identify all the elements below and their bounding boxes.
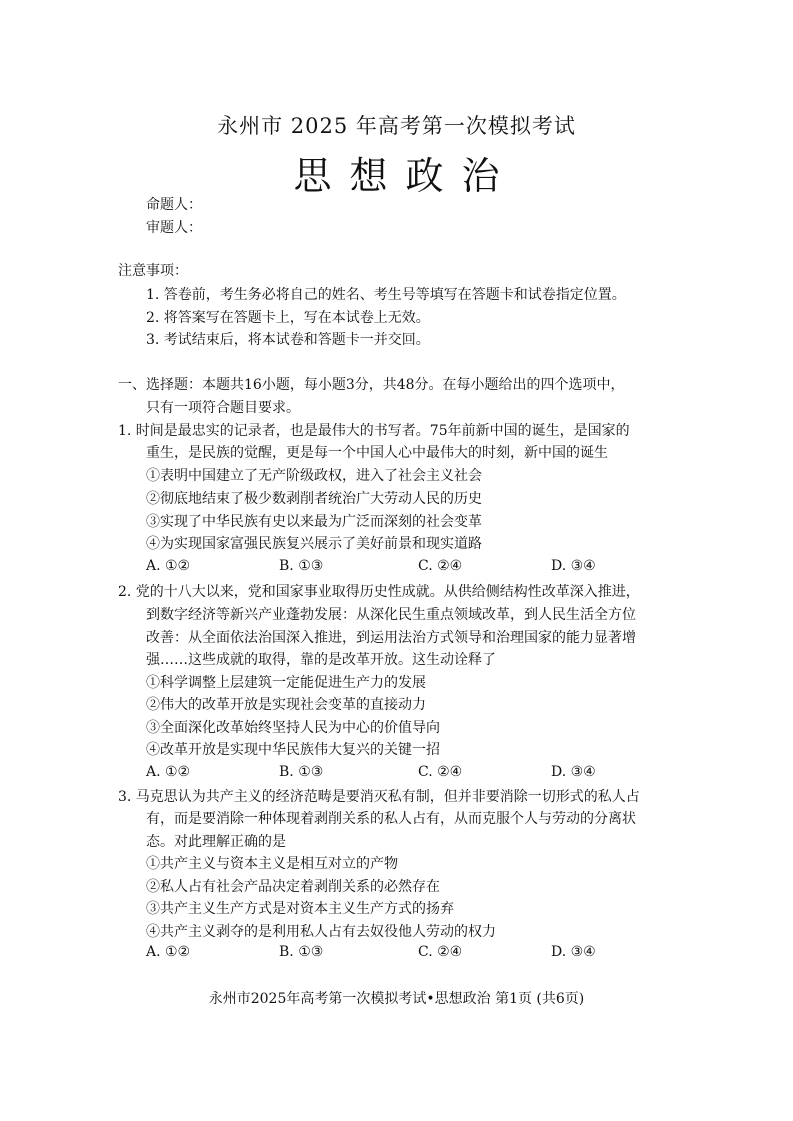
page-footer: 永州市2025年高考第一次模拟考试•思想政治 第1页 (共6页) [208, 991, 585, 1007]
question-2-stem: 强……这些成就的取得，靠的是改革开放。这生动诠释了 [146, 652, 496, 668]
question-2-statement: ③全面深化改革始终坚持人民为中心的价值导向 [146, 720, 440, 736]
question-1-statement: ③实现了中华民族有史以来最为广泛而深刻的社会变革 [146, 514, 482, 530]
question-2-choice-d[interactable]: D. ③④ [551, 764, 596, 780]
question-2-statement: ④改革开放是实现中华民族伟大复兴的关键一招 [146, 742, 440, 758]
notice-item: 3. 考试结束后，将本试卷和答题卡一并交回。 [146, 332, 430, 348]
question-1-choice-d[interactable]: D. ③④ [551, 558, 596, 574]
question-3-choice-b[interactable]: B. ①③ [279, 944, 324, 960]
question-2-choice-b[interactable]: B. ①③ [279, 764, 324, 780]
question-2-stem: 2. 党的十八大以来，党和国家事业取得历史性成就。从供给侧结构性改革深入推进， [118, 584, 640, 600]
section-heading-cont: 只有一项符合题目要求。 [146, 400, 300, 416]
question-3-choice-a[interactable]: A. ①② [146, 944, 191, 960]
notice-heading: 注意事项： [118, 263, 188, 279]
question-3-statement: ①共产主义与资本主义是相互对立的产物 [146, 856, 398, 872]
question-2-stem: 改善：从全面依法治国深入推进，到运用法治方式领导和治理国家的能力显著增 [146, 630, 636, 646]
question-1-statement: ②彻底地结束了极少数剥削者统治广大劳动人民的历史 [146, 491, 482, 507]
notice-item: 2. 将答案写在答题卡上，写在本试卷上无效。 [146, 310, 430, 326]
question-1-choice-a[interactable]: A. ①② [146, 558, 191, 574]
question-1-choice-c[interactable]: C. ②④ [418, 558, 463, 574]
author-label: 命题人： [146, 197, 202, 213]
question-3-statement: ④共产主义剥夺的是利用私人占有去奴役他人劳动的权力 [146, 924, 496, 940]
question-3-statement: ②私人占有社会产品决定着剥削关系的必然存在 [146, 879, 440, 895]
question-1-statement: ④为实现国家富强民族复兴展示了美好前景和现实道路 [146, 536, 482, 552]
question-3-choice-d[interactable]: D. ③④ [551, 944, 596, 960]
question-3-choice-c[interactable]: C. ②④ [418, 944, 463, 960]
question-3-stem: 态。对此理解正确的是 [146, 834, 286, 850]
notice-item: 1. 答卷前，考生务必将自己的姓名、考生号等填写在答题卡和试卷指定位置。 [146, 287, 626, 303]
question-3-stem: 3. 马克思认为共产主义的经济范畴是要消灭私有制，但并非要消除一切形式的私人占 [118, 789, 640, 805]
question-2-choice-a[interactable]: A. ①② [146, 764, 191, 780]
question-3-statement: ③共产主义生产方式是对资本主义生产方式的扬弃 [146, 901, 454, 917]
section-heading: 一、选择题：本题共16小题，每小题3分，共48分。在每小题给出的四个选项中， [118, 377, 625, 393]
question-1-stem: 1. 时间是最忠实的记录者，也是最伟大的书写者。75年前新中国的诞生，是国家的 [118, 423, 630, 439]
reviewer-label: 审题人： [146, 220, 202, 236]
exam-title: 永州市 2025 年高考第一次模拟考试 [217, 114, 576, 138]
question-2-statement: ①科学调整上层建筑一定能促进生产力的发展 [146, 675, 426, 691]
question-2-statement: ②伟大的改革开放是实现社会变革的直接动力 [146, 697, 426, 713]
question-2-stem: 到数字经济等新兴产业蓬勃发展：从深化民生重点领域改革，到人民生活全方位 [146, 607, 636, 623]
question-1-choice-b[interactable]: B. ①③ [279, 558, 324, 574]
question-2-choice-c[interactable]: C. ②④ [418, 764, 463, 780]
question-1-statement: ①表明中国建立了无产阶级政权，进入了社会主义社会 [146, 468, 482, 484]
question-1-stem: 重生，是民族的觉醒，更是每一个中国人心中最伟大的时刻，新中国的诞生 [146, 445, 608, 461]
question-3-stem: 有，而是要消除一种体现着剥削关系的私人占有，从而克服个人与劳动的分离状 [146, 811, 636, 827]
subject-title: 思想政治 [293, 154, 518, 198]
